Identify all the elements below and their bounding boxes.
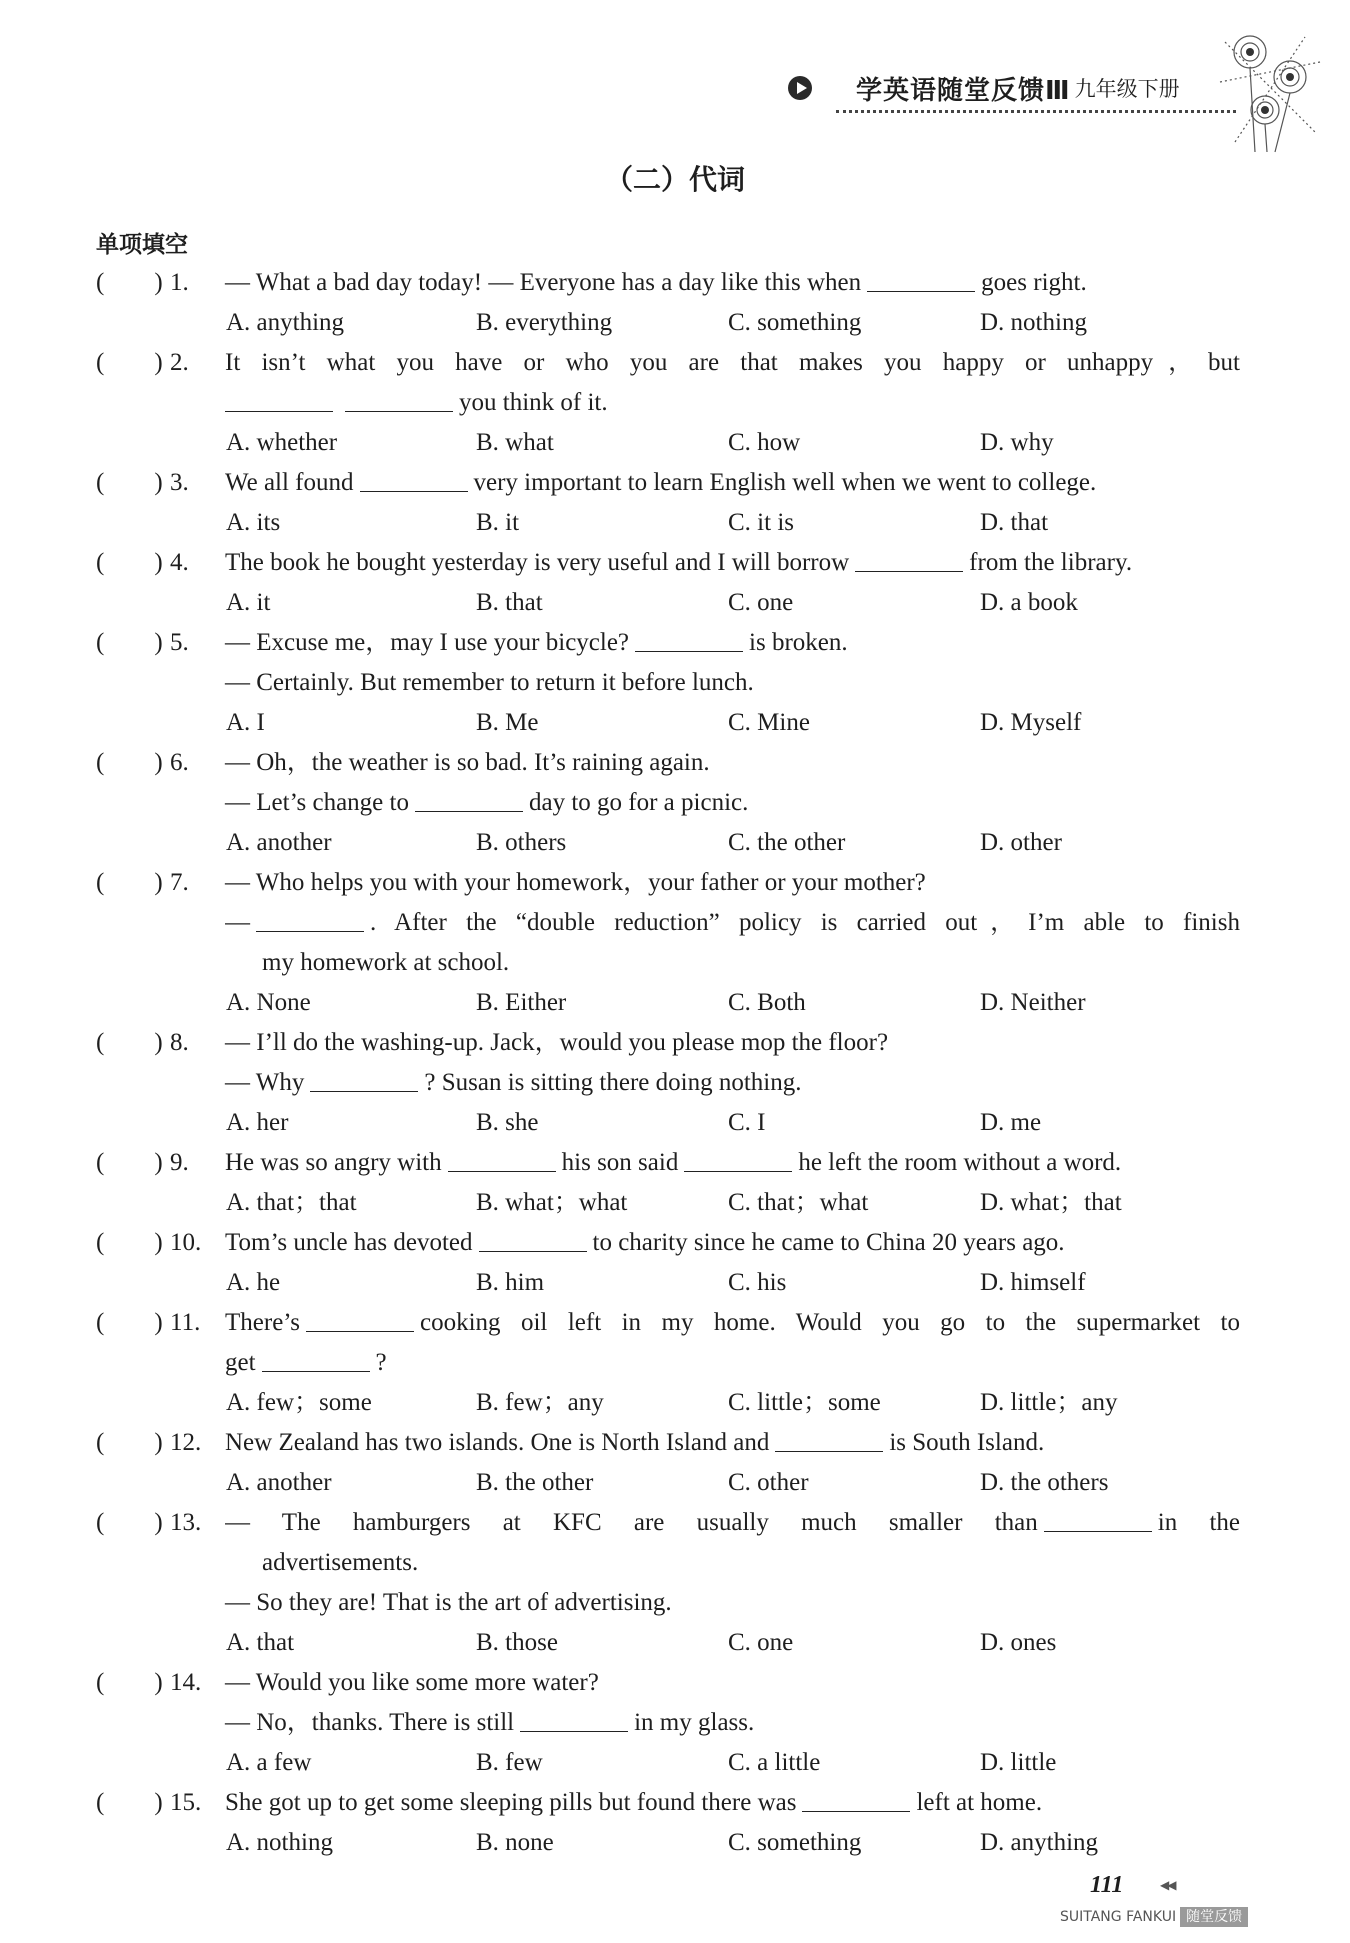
answer-blank[interactable] [520,1705,628,1732]
text-segment: is South Island. [889,1429,1045,1456]
text-segment: he left the room without a word. [798,1149,1122,1176]
answer-bracket[interactable]: ( ) [96,749,163,776]
question-item [0,1423,1350,1503]
question-text [225,263,1240,303]
text-segment: She got up to get some sleeping pills but found there was [225,1789,797,1816]
options-row [0,983,1350,1023]
text-segment: — Excuse me，may I use your bicycle? [225,629,630,656]
question-text [225,1303,1240,1343]
question-list [0,263,1350,1863]
question-number: 8. [170,1029,189,1056]
option-a[interactable]: A. her [226,1109,289,1136]
answer-bracket[interactable]: ( ) [96,469,163,496]
question-line [0,623,1350,663]
question-number: 12. [170,1429,202,1456]
question-number: 13. [170,1509,202,1536]
option-c[interactable]: C. one [728,589,794,616]
question-text [262,1543,1240,1583]
option-d[interactable]: D. himself [980,1269,1086,1296]
double-arrow-icon: ◀◀ [1160,1878,1175,1892]
option-c[interactable]: C. Both [728,989,806,1016]
option-d[interactable]: D. anything [980,1829,1099,1856]
option-b[interactable]: B. the other [476,1469,594,1496]
text-segment: — What a bad day today! — Everyone has a day like this when [225,269,862,296]
option-b[interactable]: B. others [476,829,567,856]
question-number: 10. [170,1229,202,1256]
question-text [225,1703,1240,1743]
text-segment: — Why [225,1069,305,1096]
question-number: 7. [170,869,189,896]
option-b[interactable]: B. him [476,1269,545,1296]
text-segment: to charity since he came to China 20 years ago. [592,1229,1065,1256]
question-line [0,263,1350,303]
question-number: 4. [170,549,189,576]
question-line [0,1423,1350,1463]
option-b[interactable]: B. what；what [476,1189,628,1216]
question-text [225,743,1240,783]
answer-blank[interactable] [684,1145,792,1172]
option-d[interactable]: D. Neither [980,989,1086,1016]
question-line [0,1143,1350,1183]
question-line [0,1343,1350,1383]
question-text [225,663,1240,703]
text-segment: New Zealand has two islands. One is North Island and [225,1429,770,1456]
text-segment: day to go for a picnic. [528,789,749,816]
question-text [225,463,1240,503]
options-row [0,1463,1350,1503]
question-line [0,1023,1350,1063]
question-line [0,383,1350,423]
answer-blank[interactable] [306,1305,414,1332]
option-a[interactable]: A. its [226,509,281,536]
option-b[interactable]: B. that [476,589,543,616]
option-b[interactable]: B. Me [476,709,539,736]
answer-bracket[interactable]: ( ) [96,1029,163,1056]
question-item [0,1223,1350,1303]
answer-blank[interactable] [867,265,975,292]
question-line [0,663,1350,703]
option-c[interactable]: C. I [728,1109,766,1136]
text-segment: — Oh，the weather is so bad. It’s raining again. [225,749,710,776]
text-segment: The book he bought yesterday is very useful and I will borrow [225,549,850,576]
option-c[interactable]: C. a little [728,1749,821,1776]
text-segment: . After the “double reduction” policy is carried out，I’m able to finish [370,909,1240,936]
brand-tag: 随堂反馈 [1180,1907,1248,1927]
question-item [0,623,1350,743]
option-b[interactable]: B. few；any [476,1389,604,1416]
options-row [0,423,1350,463]
question-item [0,1783,1350,1863]
option-c[interactable]: C. it is [728,509,794,536]
question-item [0,463,1350,543]
option-c[interactable]: C. how [728,429,801,456]
option-c[interactable]: C. the other [728,829,846,856]
question-text [225,783,1240,823]
option-b[interactable]: B. it [476,509,520,536]
option-b[interactable]: B. those [476,1629,558,1656]
question-line [0,943,1350,983]
option-a[interactable]: A. that [226,1629,295,1656]
answer-bracket[interactable]: ( ) [96,1149,163,1176]
answer-bracket[interactable]: ( ) [96,629,163,656]
answer-blank[interactable] [802,1785,910,1812]
option-b[interactable]: B. everything [476,309,613,336]
text-segment: his son said [561,1149,679,1176]
question-line [0,743,1350,783]
question-line [0,1583,1350,1623]
text-segment: cooking oil left in my home. Would you go to the supermarket to [419,1309,1240,1336]
answer-blank[interactable] [262,1345,370,1372]
question-number: 15. [170,1789,202,1816]
exercise-heading: 单项填空 [96,232,188,258]
answer-bracket[interactable]: ( ) [96,1309,163,1336]
question-number: 11. [170,1309,201,1336]
question-line [0,1223,1350,1263]
text-segment: get [225,1349,256,1376]
answer-blank[interactable] [415,785,523,812]
question-item [0,743,1350,863]
question-item [0,543,1350,623]
option-a[interactable]: A. a few [226,1749,312,1776]
question-text [225,1503,1240,1543]
option-c[interactable]: C. something [728,1829,862,1856]
options-row [0,1823,1350,1863]
option-a[interactable]: A. nothing [226,1829,333,1856]
text-segment: — Let’s change to [225,789,409,816]
sunflower-decoration-icon [1205,22,1325,162]
text-segment: in my glass. [634,1709,755,1736]
book-title: 学英语随堂反馈Ⅲ [856,75,1071,106]
option-d[interactable]: D. what；that [980,1189,1122,1216]
answer-blank[interactable] [479,1225,587,1252]
answer-bracket[interactable]: ( ) [96,1429,163,1456]
question-text [225,1663,1240,1703]
question-line [0,783,1350,823]
answer-bracket[interactable]: ( ) [96,349,163,376]
question-text [225,383,1240,423]
question-number: 9. [170,1149,189,1176]
question-text [225,903,1240,943]
option-a[interactable]: A. another [226,1469,332,1496]
options-row [0,583,1350,623]
option-c[interactable]: C. little；some [728,1389,881,1416]
text-segment: It isn’t what you have or who you are that makes you happy or unhappy，but [225,349,1240,376]
answer-blank[interactable] [635,625,743,652]
question-item [0,343,1350,463]
options-row [0,303,1350,343]
question-text [225,1583,1240,1623]
option-c[interactable]: C. Mine [728,709,810,736]
question-item [0,1143,1350,1223]
answer-blank[interactable] [310,1065,418,1092]
answer-blank[interactable] [1044,1505,1152,1532]
question-number: 2. [170,349,189,376]
text-segment: We all found [225,469,354,496]
option-d[interactable]: D. me [980,1109,1042,1136]
question-item [0,1023,1350,1143]
question-text [225,543,1240,583]
answer-blank[interactable] [360,465,468,492]
answer-bracket[interactable]: ( ) [96,869,163,896]
header-dotted-rule [836,110,1236,113]
text-segment: from the library. [969,549,1133,576]
question-number: 5. [170,629,189,656]
question-item [0,1663,1350,1783]
question-text [225,1423,1240,1463]
question-item [0,263,1350,343]
options-row [0,503,1350,543]
answer-blank[interactable] [775,1425,883,1452]
question-line [0,1303,1350,1343]
answer-bracket[interactable]: ( ) [96,1229,163,1256]
question-line [0,1503,1350,1543]
question-item [0,1503,1350,1663]
answer-bracket[interactable]: ( ) [96,1669,163,1696]
question-text [225,1063,1240,1103]
question-text [225,1143,1240,1183]
answer-blank[interactable] [855,545,963,572]
answer-bracket[interactable]: ( ) [96,269,163,296]
text-segment: He was so angry with [225,1149,442,1176]
option-a[interactable]: A. another [226,829,332,856]
text-segment: — So they are! That is the art of advertising. [225,1589,672,1616]
text-segment: you think of it. [459,389,608,416]
question-item [0,863,1350,1023]
answer-blank[interactable] [448,1145,556,1172]
text-segment: is broken. [749,629,848,656]
question-line [0,1543,1350,1583]
option-a[interactable]: A. anything [226,309,345,336]
options-row [0,1183,1350,1223]
text-segment: goes right. [981,269,1087,296]
text-segment: ? [375,1349,387,1376]
answer-blank[interactable] [345,385,453,412]
question-text [225,1783,1240,1823]
text-segment: — Who helps you with your homework，your father or your mother? [225,869,926,896]
text-segment: left at home. [916,1789,1043,1816]
book-subtitle: 九年级下册 [1074,77,1180,101]
page-number: 111 [1090,1872,1124,1898]
text-segment: my homework at school. [262,949,510,976]
option-b[interactable]: B. few [476,1749,543,1776]
footer-brand [1060,1906,1248,1926]
option-d[interactable]: D. ones [980,1629,1057,1656]
question-line [0,343,1350,383]
question-line [0,463,1350,503]
option-d[interactable]: D. nothing [980,309,1087,336]
option-a[interactable]: A. whether [226,429,338,456]
option-a[interactable]: A. None [226,989,311,1016]
answer-blank[interactable] [225,385,333,412]
option-a[interactable]: A. few；some [226,1389,372,1416]
option-a[interactable]: A. it [226,589,271,616]
options-row [0,1743,1350,1783]
question-text [225,623,1240,663]
question-line [0,903,1350,943]
text-segment: Tom’s uncle has devoted [225,1229,473,1256]
option-d[interactable]: D. a book [980,589,1078,616]
option-b[interactable]: B. none [476,1829,554,1856]
section-title: （二）代词 [604,163,745,196]
option-c[interactable]: C. other [728,1469,809,1496]
question-number: 14. [170,1669,202,1696]
answer-blank[interactable] [256,905,364,932]
question-number: 1. [170,269,189,296]
question-text [225,1343,1240,1383]
options-row [0,823,1350,863]
text-segment: in the [1157,1509,1240,1536]
play-icon [788,76,812,100]
text-segment: — Would you like some more water? [225,1669,599,1696]
option-b[interactable]: B. Either [476,989,567,1016]
options-row [0,1263,1350,1303]
options-row [0,1103,1350,1143]
text-segment: — I’ll do the washing-up. Jack，would you please mop the floor? [225,1029,889,1056]
question-text [225,1023,1240,1063]
question-line [0,543,1350,583]
question-item [0,1303,1350,1423]
question-line [0,1663,1350,1703]
option-d[interactable]: D. that [980,509,1049,536]
question-number: 6. [170,749,189,776]
option-d[interactable]: D. why [980,429,1054,456]
options-row [0,1383,1350,1423]
question-text [225,863,1240,903]
question-line [0,1703,1350,1743]
answer-bracket[interactable]: ( ) [96,1509,163,1536]
option-d[interactable]: D. little；any [980,1389,1118,1416]
option-c[interactable]: C. one [728,1629,794,1656]
text-segment: advertisements. [262,1549,419,1576]
option-a[interactable]: A. I [226,709,265,736]
option-d[interactable]: D. the others [980,1469,1109,1496]
text-segment: ? Susan is sitting there doing nothing. [424,1069,802,1096]
option-d[interactable]: D. Myself [980,709,1082,736]
question-text [262,943,1240,983]
option-c[interactable]: C. his [728,1269,787,1296]
option-d[interactable]: D. other [980,829,1062,856]
option-c[interactable]: C. that；what [728,1189,869,1216]
text-segment: very important to learn English well when we went to college. [473,469,1097,496]
question-text [225,343,1240,383]
text-segment: — The hamburgers at KFC are usually much smaller than [225,1509,1038,1536]
question-line [0,1783,1350,1823]
running-header [788,66,1180,110]
question-text [225,1223,1240,1263]
option-a[interactable]: A. he [226,1269,281,1296]
text-segment: — [225,909,250,936]
question-number: 3. [170,469,189,496]
option-b[interactable]: B. she [476,1109,539,1136]
option-b[interactable]: B. what [476,429,554,456]
brand-latin: SUITANG FANKUI [1060,1909,1177,1925]
text-segment: — No，thanks. There is still [225,1709,515,1736]
text-segment: — Certainly. But remember to return it before lunch. [225,669,754,696]
option-a[interactable]: A. that；that [226,1189,357,1216]
options-row [0,703,1350,743]
text-segment: There’s [225,1309,300,1336]
answer-bracket[interactable]: ( ) [96,1789,163,1816]
question-line [0,1063,1350,1103]
answer-bracket[interactable]: ( ) [96,549,163,576]
option-c[interactable]: C. something [728,309,862,336]
question-line [0,863,1350,903]
options-row [0,1623,1350,1663]
option-d[interactable]: D. little [980,1749,1057,1776]
